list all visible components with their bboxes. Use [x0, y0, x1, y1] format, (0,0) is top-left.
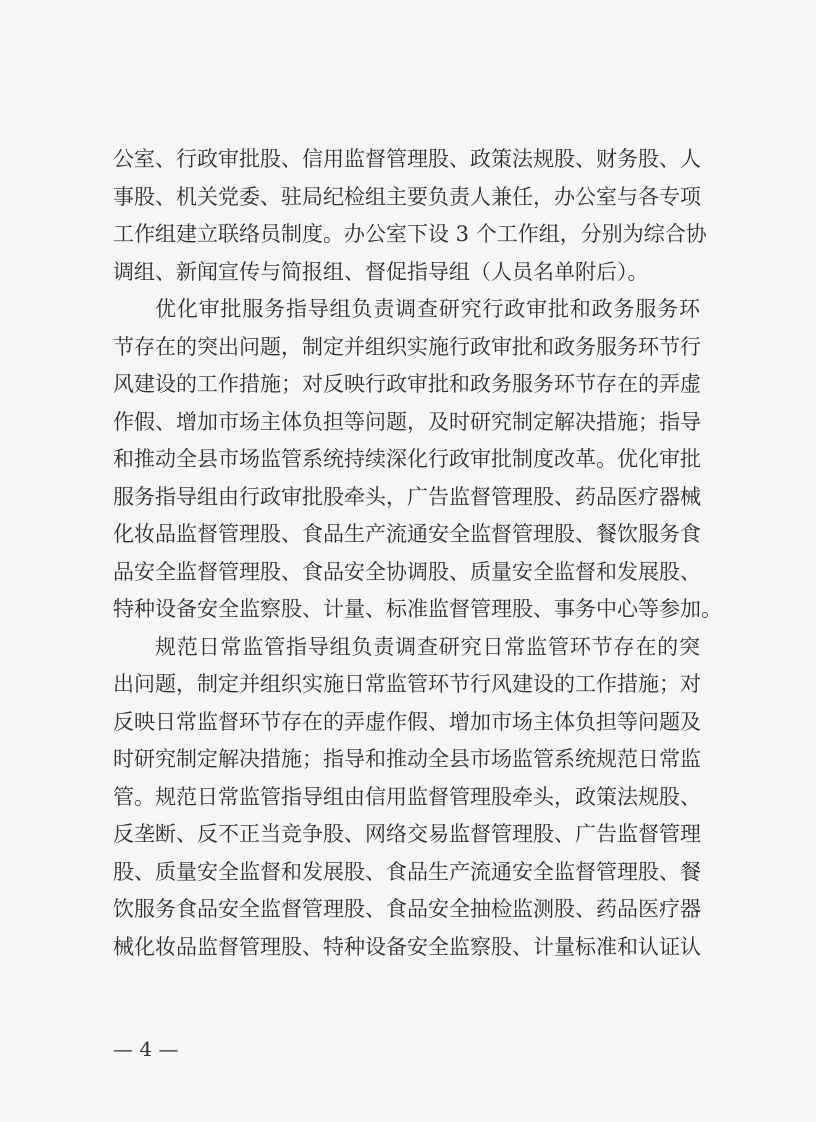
body-text — [113, 141, 722, 966]
text-line: 特种设备安全监察股、计量、标准监督管理股、事务中心等参加。 — [113, 597, 722, 621]
text-line: 出问题，制定并组织实施日常监管环节行风建设的工作措施；对 — [113, 672, 701, 696]
text-line: 事股、机关党委、驻局纪检组主要负责人兼任，办公室与各专项 — [113, 184, 701, 209]
text-line: 节存在的突出问题，制定并组织实施行政审批和政务服务环节行 — [113, 334, 701, 359]
text-line: 时研究制定解决措施；指导和推动全县市场监管系统规范日常监 — [113, 747, 701, 771]
text-line: 作假、增加市场主体负担等问题，及时研究制定解决措施；指导 — [113, 409, 701, 434]
text-line: 械化妆品监督管理股、特种设备安全监察股、计量标准和认证认 — [113, 934, 701, 959]
text-line: 品安全监督管理股、食品安全协调股、质量安全监督和发展股、 — [113, 559, 701, 584]
paragraph-3 — [113, 629, 700, 967]
text-line: 股、质量安全监督和发展股、食品生产流通安全监督管理股、餐 — [113, 859, 701, 884]
paragraph-2 — [113, 291, 722, 629]
page-number: — 4 — — [113, 1037, 179, 1061]
text-line: 风建设的工作措施；对反映行政审批和政务服务环节存在的弄虚 — [113, 372, 701, 396]
text-line: 化妆品监督管理股、食品生产流通安全监督管理股、餐饮服务食 — [113, 522, 701, 546]
text-line: 优化审批服务指导组负责调查研究行政审批和政务服务环 — [155, 297, 700, 321]
text-line: 服务指导组由行政审批股牵头，广告监督管理股、药品医疗器械 — [113, 484, 701, 509]
text-line: 管。规范日常监管指导组由信用监督管理股牵头，政策法规股、 — [113, 784, 701, 809]
text-line: 调组、新闻宣传与简报组、督促指导组（人员名单附后）。 — [113, 259, 649, 284]
text-line: 规范日常监管指导组负责调查研究日常监管环节存在的突 — [155, 634, 700, 659]
text-line: 反垄断、反不正当竞争股、网络交易监督管理股、广告监督管理 — [113, 822, 701, 846]
text-line: 和推动全县市场监管系统持续深化行政审批制度改革。优化审批 — [113, 447, 701, 471]
text-line: 公室、行政审批股、信用监督管理股、政策法规股、财务股、人 — [113, 147, 701, 171]
text-line: 反映日常监督环节存在的弄虚作假、增加市场主体负担等问题及 — [113, 709, 701, 734]
paragraph-1 — [113, 141, 707, 291]
text-line: 工作组建立联络员制度。办公室下设 3 个工作组，分别为综合协 — [113, 222, 707, 246]
text-line: 饮服务食品安全监督管理股、食品安全抽检监测股、药品医疗器 — [113, 897, 701, 921]
